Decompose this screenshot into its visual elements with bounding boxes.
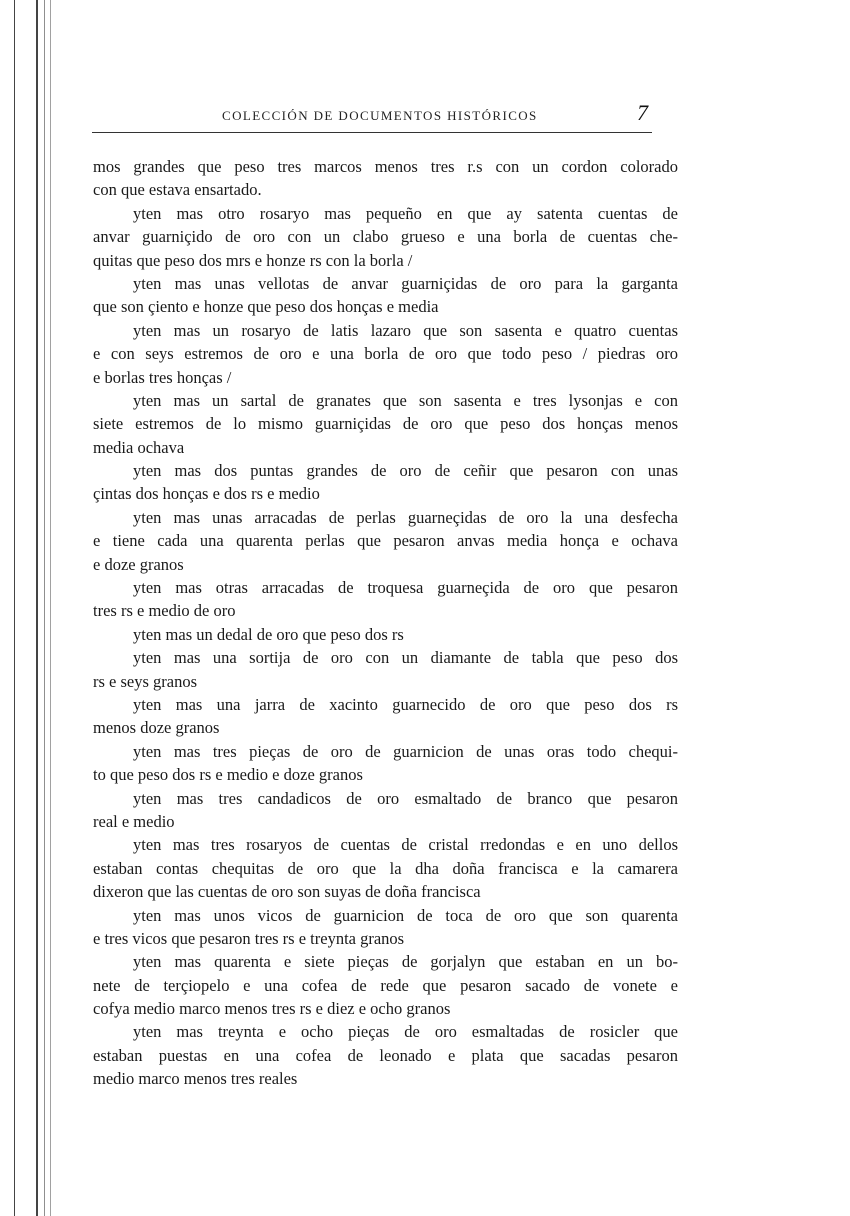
text-line: e tiene cada una quarenta perlas que pesaron anvas media honça e ochava — [93, 531, 678, 551]
binding-edge — [0, 0, 60, 1216]
text-line: yten mas dos puntas grandes de oro de ceñir que pesaron con unas — [133, 461, 678, 481]
header-rule — [92, 132, 652, 133]
text-line: media ochava — [93, 437, 185, 457]
text-line: yten mas un dedal de oro que peso dos rs — [133, 624, 404, 644]
text-line: yten mas una jarra de xacinto guarnecido de oro que peso dos rs — [133, 694, 678, 714]
text-line: e doze granos — [93, 554, 184, 574]
text-line: yten mas quarenta e siete pieças de gorjalyn que estaban en un bo- — [133, 952, 678, 972]
text-line: nete de terçiopelo e una cofea de rede que pesaron sacado de vonete e — [93, 975, 678, 995]
text-line: estaban puestas en una cofea de leonado e plata que sacadas pesaron — [93, 1045, 678, 1065]
text-line: çintas dos honças e dos rs e medio — [93, 484, 320, 504]
text-line: yten mas unos vicos de guarnicion de toca de oro que son quarenta — [133, 905, 678, 925]
text-line: yten mas una sortija de oro con un diamante de tabla que peso dos — [133, 648, 678, 668]
text-line: mos grandes que peso tres marcos menos tres r.s con un cordon colorado — [93, 157, 678, 176]
text-line: yten mas un sartal de granates que son sasenta e tres lysonjas e con — [133, 390, 678, 410]
text-line: rs e seys granos — [93, 671, 198, 691]
text-line: real e medio — [93, 811, 175, 831]
text-line: yten mas unas arracadas de perlas guarneçidas de oro la una desfecha — [133, 507, 678, 527]
text-line: e con seys estremos de oro e una borla de oro que todo peso / piedras oro — [93, 344, 678, 364]
text-line: yten mas unas vellotas de anvar guarniçidas de oro para la garganta — [133, 273, 678, 293]
text-line: yten mas un rosaryo de latis lazaro que son sasenta e quatro cuentas — [133, 320, 678, 340]
text-line: menos doze granos — [93, 718, 220, 738]
text-line: anvar guarniçido de oro con un clabo grueso e una borla de cuentas che- — [93, 227, 678, 247]
running-title: COLECCIÓN DE DOCUMENTOS HISTÓRICOS — [222, 108, 538, 123]
text-line: yten mas tres pieças de oro de guarnicion de unas oras todo chequi- — [133, 741, 678, 761]
running-header — [92, 100, 650, 130]
text-line: estaban contas chequitas de oro que la dha doña francisca e la camarera — [93, 858, 678, 878]
text-line: que son çiento e honze que peso dos honças e media — [93, 297, 439, 317]
text-line: yten mas otras arracadas de troquesa guarneçida de oro que pesaron — [133, 578, 678, 598]
text-line: medio marco menos tres reales — [93, 1069, 298, 1089]
text-line: quitas que peso dos mrs e honze rs con la borla / — [93, 250, 413, 270]
text-line: to que peso dos rs e medio e doze granos — [93, 765, 363, 785]
text-line: siete estremos de lo mismo guarniçidas de oro que peso dos honças menos — [93, 414, 678, 434]
text-line: cofya medio marco menos tres rs e diez e ocho granos — [93, 999, 451, 1019]
body-text — [93, 155, 678, 1091]
text-line: yten mas treynta e ocho pieças de oro esmaltadas de rosicler que — [133, 1022, 678, 1042]
text-line: e borlas tres honças / — [93, 367, 232, 387]
text-line: yten mas tres rosaryos de cuentas de cristal rredondas e en uno dellos — [133, 835, 678, 855]
text-line: yten mas otro rosaryo mas pequeño en que ay satenta cuentas de — [133, 203, 678, 223]
text-line: yten mas tres candadicos de oro esmaltado de branco que pesaron — [133, 788, 678, 808]
text-line: con que estava ensartado. — [93, 180, 262, 200]
text-line: e tres vicos que pesaron tres rs e treynta granos — [93, 928, 405, 948]
page-number: 7 — [637, 100, 648, 125]
text-line: tres rs e medio de oro — [93, 601, 236, 621]
text-line: dixeron que las cuentas de oro son suyas de doña francisca — [93, 882, 481, 902]
